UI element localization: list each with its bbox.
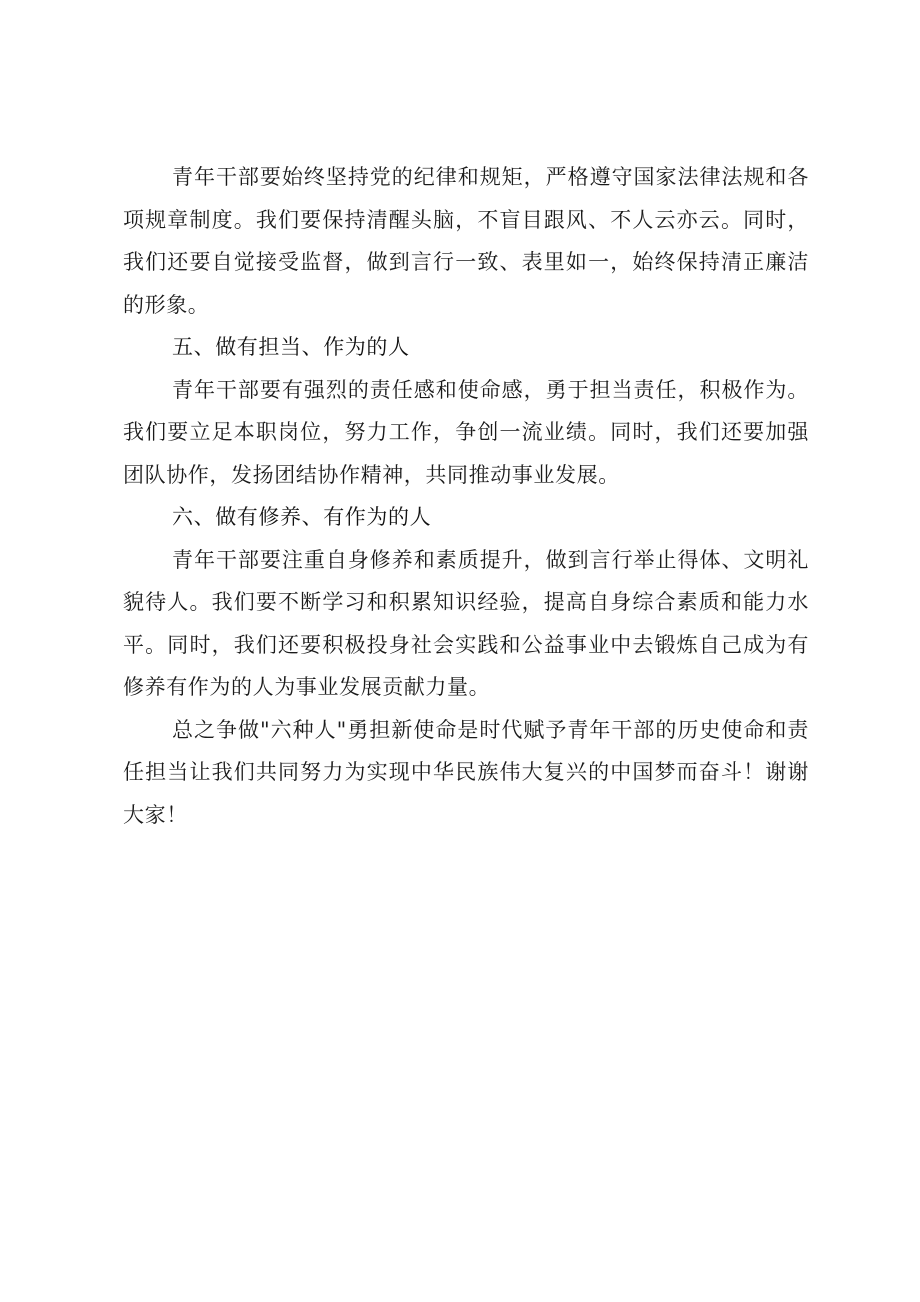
- paragraph-responsibility: 青年干部要有强烈的责任感和使命感，勇于担当责任，积极作为。我们要立足本职岗位，努力工作，争创一流业绩。同时，我们还要加强团队协作，发扬团结协作精神，共同推动事业发展。: [123, 377, 809, 487]
- paragraph-discipline: 青年干部要始终坚持党的纪律和规矩，严格遵守国家法律法规和各项规章制度。我们要保持清醒头脑，不盲目跟风、不人云亦云。同时，我们还要自觉接受监督，做到言行一致、表里如一，始终保持清正廉洁的形象。: [123, 165, 809, 317]
- section-heading-five: 五、做有担当、作为的人: [172, 335, 410, 359]
- section-heading-six: 六、做有修养、有作为的人: [172, 505, 432, 529]
- paragraph-conclusion: 总之争做"六种人"勇担新使命是时代赋予青年干部的历史使命和责任担当让我们共同努力为实现中华民族伟大复兴的中国梦而奋斗！谢谢大家！: [123, 717, 809, 827]
- document-body: [123, 156, 809, 836]
- paragraph-cultivation: 青年干部要注重自身修养和素质提升，做到言行举止得体、文明礼貌待人。我们要不断学习和积累知识经验，提高自身综合素质和能力水平。同时，我们还要积极投身社会实践和公益事业中去锻炼自己成为有修养有作为的人为事业发展贡献力量。: [123, 547, 809, 699]
